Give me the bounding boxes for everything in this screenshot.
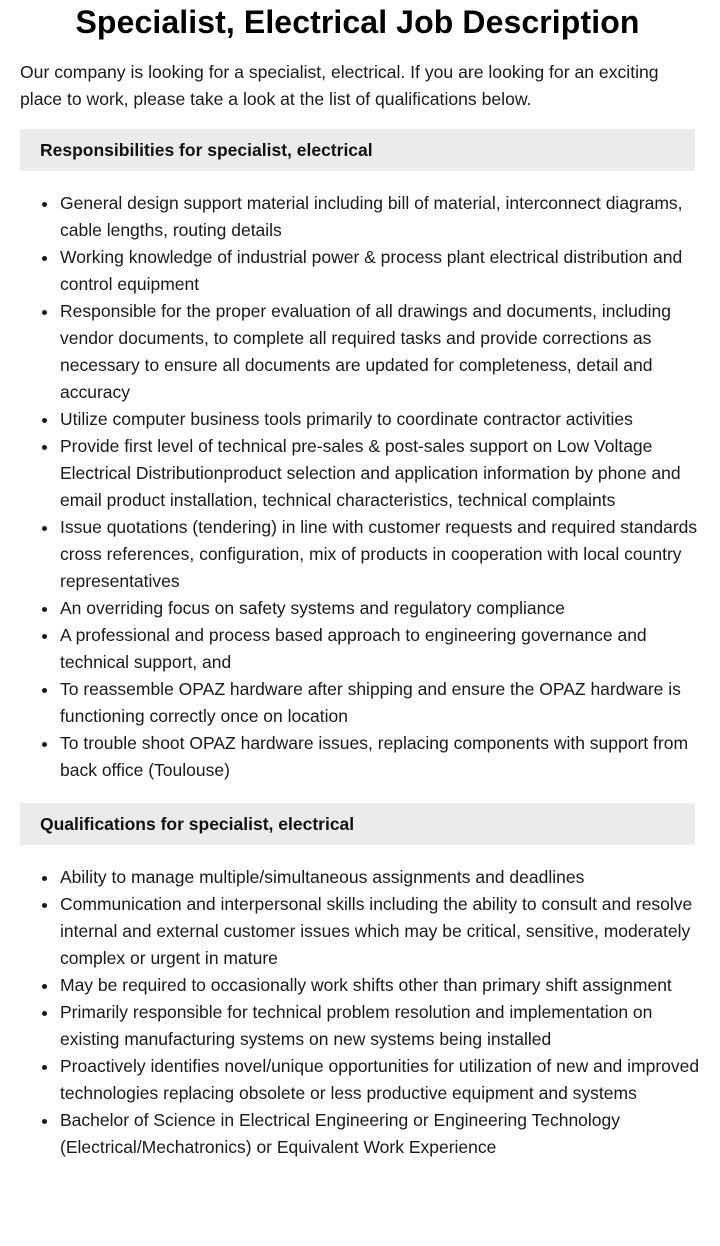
list-item: Responsible for the proper evaluation of all drawings and documents, including vendor documents, to complete all required tasks and provide corrections as necessary to ensure all documents are updated for completeness, detail and accuracy — [60, 298, 700, 406]
list-item: Primarily responsible for technical problem resolution and implementation on existing manufacturing systems on new systems being installed — [60, 999, 700, 1053]
list-item: Utilize computer business tools primarily to coordinate contractor activities — [60, 406, 700, 433]
list-item: To reassemble OPAZ hardware after shipping and ensure the OPAZ hardware is functioning correctly once on location — [60, 676, 700, 730]
list-item: Bachelor of Science in Electrical Engineering or Engineering Technology (Electrical/Mechatronics) or Equivalent Work Experience — [60, 1107, 700, 1161]
list-item: To trouble shoot OPAZ hardware issues, replacing components with support from back office (Toulouse) — [60, 730, 700, 784]
list-item: An overriding focus on safety systems and regulatory compliance — [60, 595, 700, 622]
list-item: Provide first level of technical pre-sales & post-sales support on Low Voltage Electrical Distributionproduct selection and application information by phone and email product installation, technical characteristics, technical complaints — [60, 433, 700, 514]
qualifications-heading: Qualifications for specialist, electrical — [20, 803, 695, 845]
page-title: Specialist, Electrical Job Description — [75, 4, 640, 40]
list-item: Ability to manage multiple/simultaneous assignments and deadlines — [60, 864, 700, 891]
list-item: Working knowledge of industrial power & process plant electrical distribution and control equipment — [60, 244, 700, 298]
list-item: Issue quotations (tendering) in line with customer requests and required standards cross references, configuration, mix of products in cooperation with local country representatives — [60, 514, 700, 595]
list-item: A professional and process based approach to engineering governance and technical support, and — [60, 622, 700, 676]
list-item: Proactively identifies novel/unique opportunities for utilization of new and improved technologies replacing obsolete or less productive equipment and systems — [60, 1053, 700, 1107]
list-item: General design support material including bill of material, interconnect diagrams, cable lengths, routing details — [60, 190, 700, 244]
qualifications-list — [20, 864, 700, 1161]
list-item: Communication and interpersonal skills including the ability to consult and resolve internal and external customer issues which may be critical, sensitive, moderately complex or urgent in mature — [60, 891, 700, 972]
responsibilities-list — [20, 190, 700, 784]
responsibilities-heading: Responsibilities for specialist, electrical — [20, 129, 695, 171]
list-item: May be required to occasionally work shifts other than primary shift assignment — [60, 972, 700, 999]
intro-paragraph: Our company is looking for a specialist, electrical. If you are looking for an exciting place to work, please take a look at the list of qualifications below. — [20, 62, 659, 109]
